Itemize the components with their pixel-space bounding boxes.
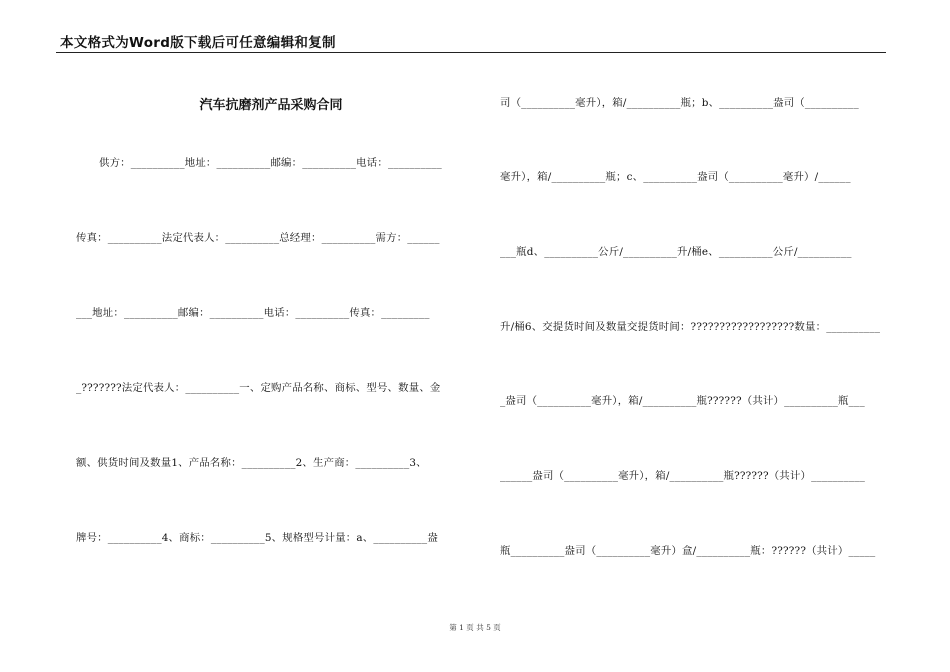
left-line-2: 传真：__________法定代表人：__________总经理：__________需方：______	[76, 232, 440, 244]
left-line-5: 额、供货时间及数量1、产品名称：__________2、生产商：__________3、	[76, 457, 427, 469]
right-line-5: _盎司（__________毫升），箱/__________瓶??????（共计）__________瓶___	[500, 395, 865, 407]
right-line-4: 升/桶6、交提货时间及数量交提货时间：??????????????????数量：__________	[500, 321, 881, 333]
right-line-2: 毫升），箱/__________瓶；c、__________盎司（__________毫升）/______	[500, 171, 851, 183]
right-line-7: 瓶__________盎司（__________毫升）盒/__________瓶：??????（共计）_____	[500, 545, 876, 557]
page-number: 第 1 页 共 5 页	[449, 623, 501, 632]
left-line-1: 供方：__________地址：__________邮编：__________电话：__________	[99, 157, 442, 169]
right-line-3: ___瓶d、__________公斤/__________升/桶e、__________公斤/__________	[500, 246, 852, 258]
right-line-1: 司（__________毫升），箱/__________瓶；b、__________盎司（__________	[500, 97, 859, 109]
left-line-4: _???????法定代表人：__________一、定购产品名称、商标、型号、数量、金	[76, 382, 441, 394]
left-line-3: ___地址：__________邮编：__________电话：__________传真：_________	[76, 307, 430, 319]
right-line-6: ______盎司（__________毫升），箱/__________瓶??????（共计）__________	[500, 470, 866, 482]
page-header	[56, 30, 886, 53]
document-title: 汽车抗磨剂产品采购合同	[199, 98, 343, 113]
left-line-6: 牌号：__________4、商标：__________5、规格型号计量：a、__________盎	[76, 532, 438, 544]
header-text: 本文格式为Word版下载后可任意编辑和复制	[60, 35, 336, 51]
